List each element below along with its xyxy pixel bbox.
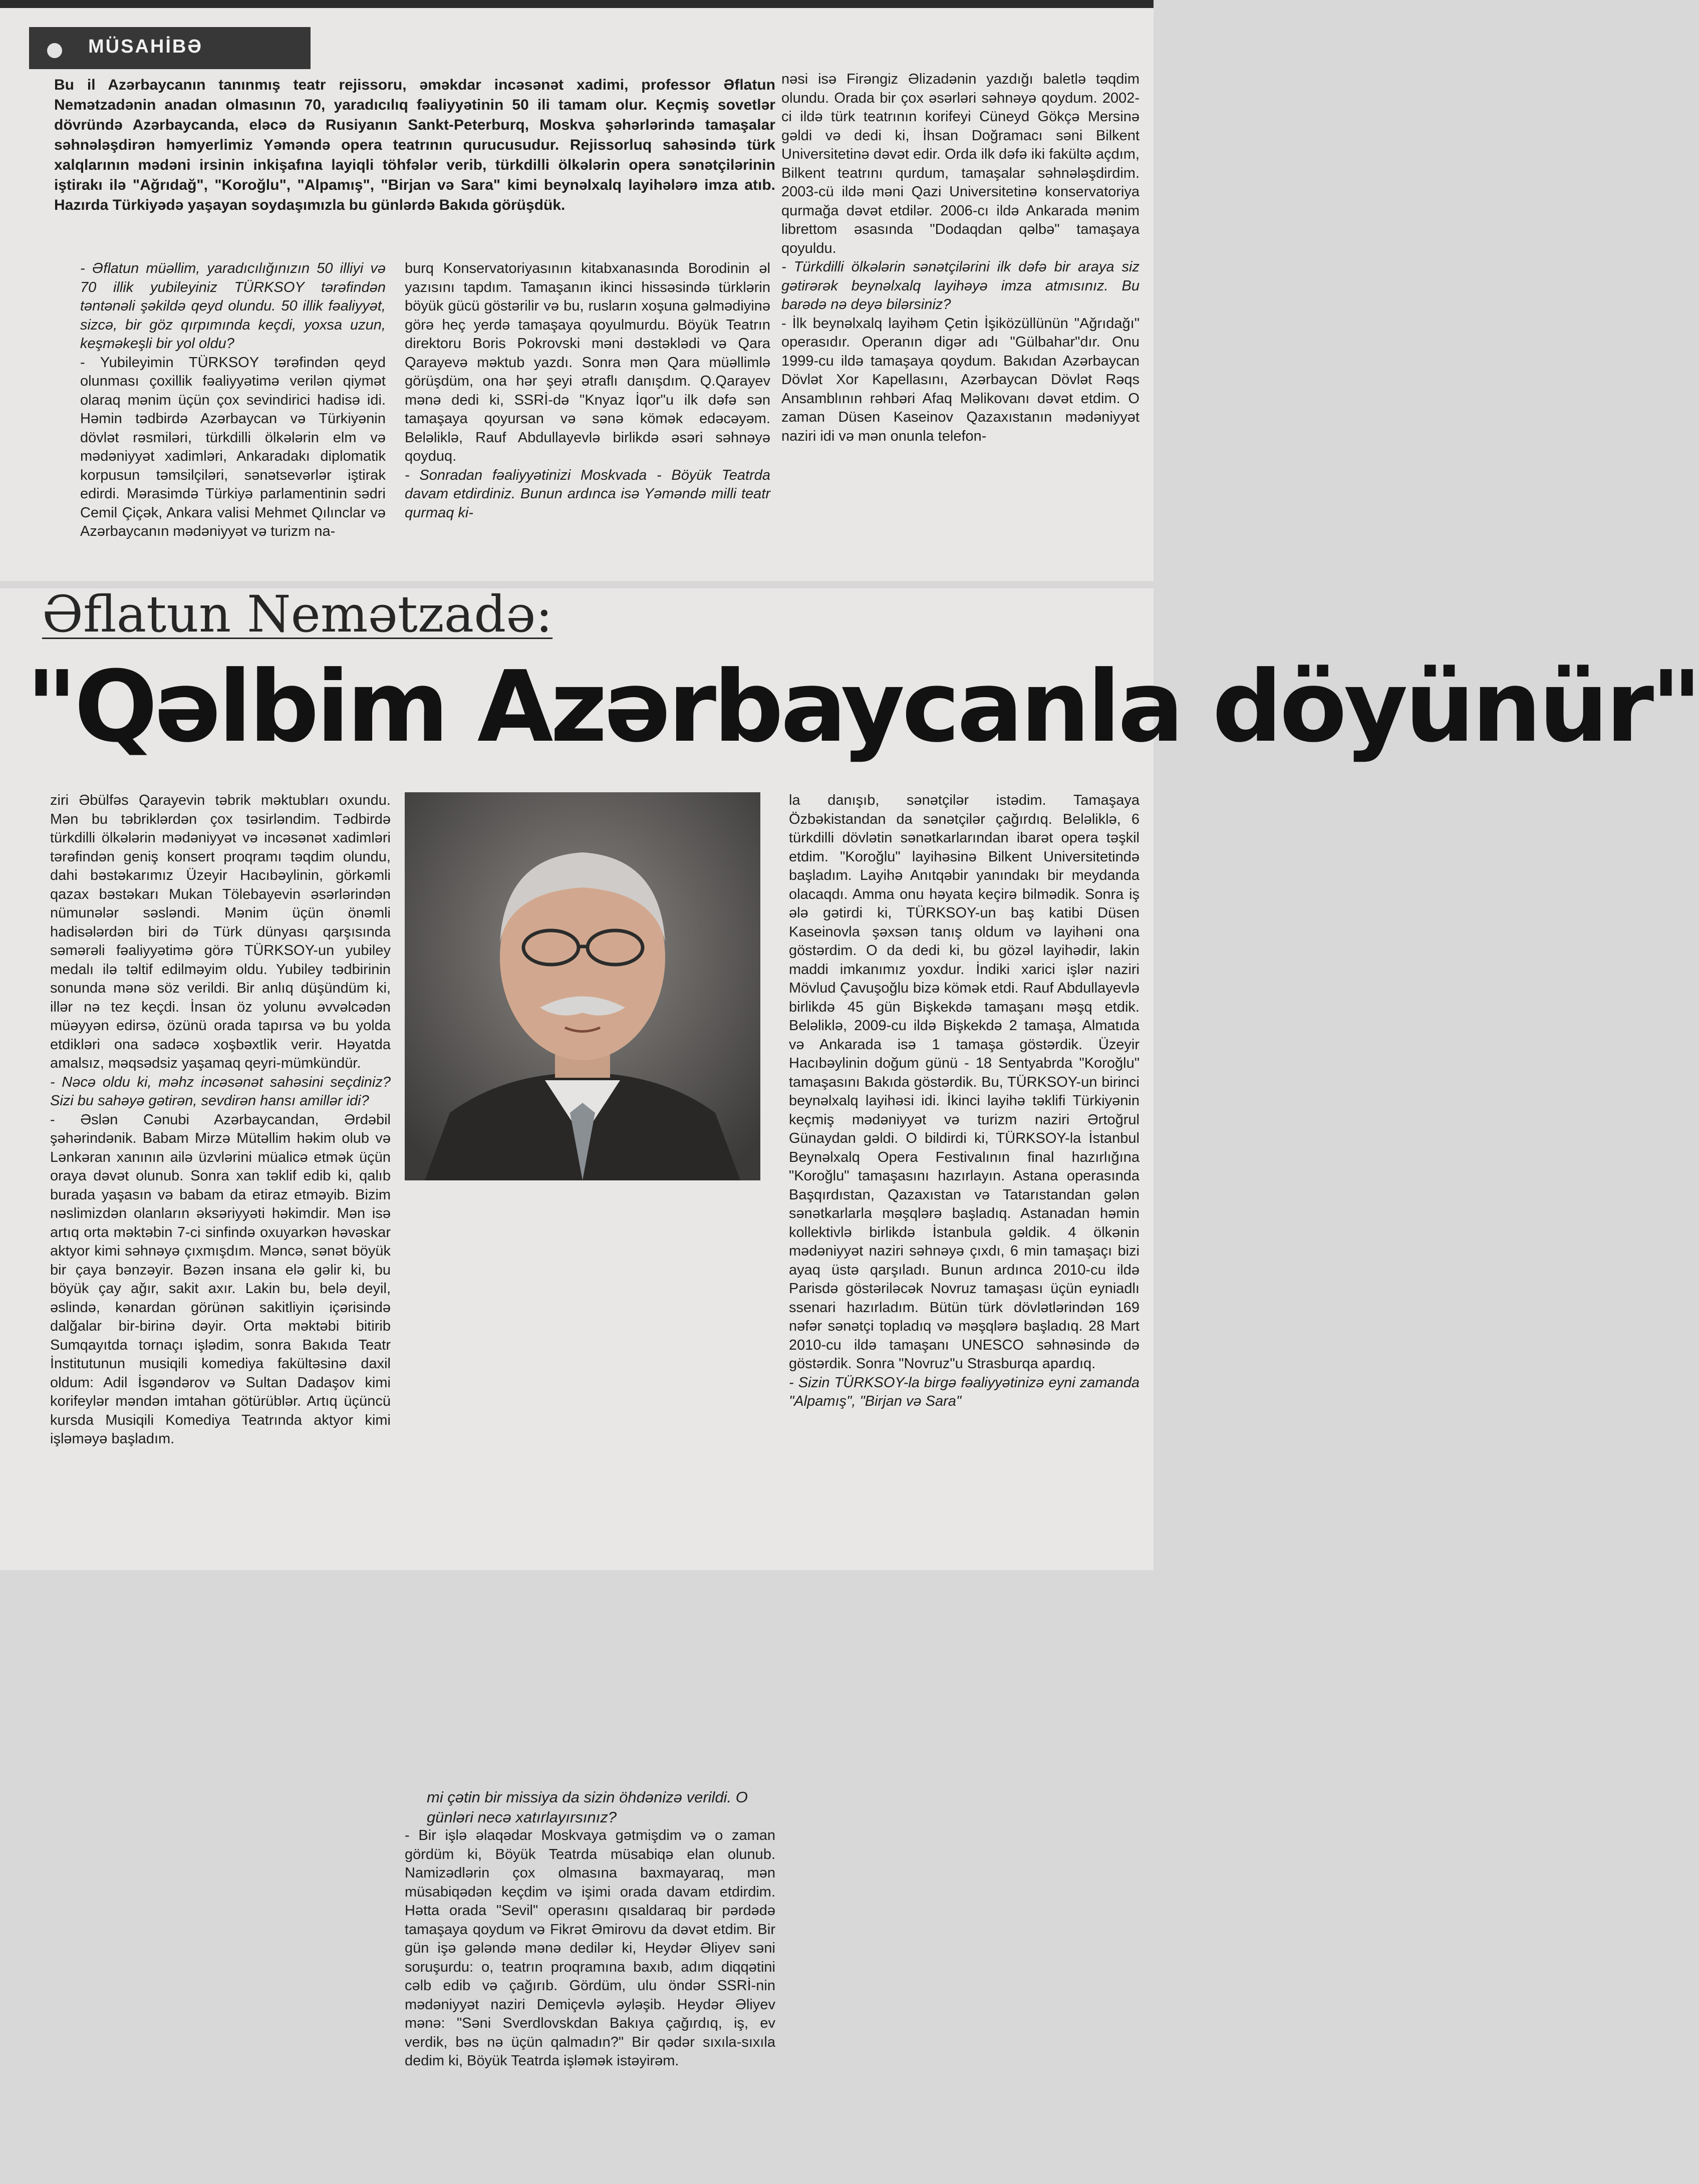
bullet-icon (47, 43, 62, 58)
bottom-column-2 (405, 1826, 775, 2071)
intro-lead: Bu il Azərbaycanın tanınmış teatr rejissoru, əməkdar incəsənət xadimi, professor Əflatun Nemətzadənin anadan olmasının 70, yaradıcılıq fəaliyyətinin 50 ili tamam olur. Keçmiş sovetlər dövründə Azərbaycanda, eləcə də Rusiyanın Sankt-Peterburq, Moskva şəhərlərində tamaşalar səhnələşdirən həmyerlimiz Yəməndə opera teatrının qurucusudur. Rejissorluq sahəsində türk xalqlarının mədəni irsinin inkişafına layiqli töhfələr verib, türkdilli ölkələrin opera sənətçilərinin iştirakı ilə "Ağrıdağ", "Koroğlu", "Alpamış", "Birjan və Sara" kimi beynəlxalq layihələrə imza atıb. Hazırda Türkiyədə yaşayan soydaşımızla bu günlərdə Bakıda görüşdük. (54, 77, 775, 213)
photo-caption: mi çətin bir missiya da sizin öhdənizə verildi. O günləri necə xatırlayırsınız? (427, 1788, 748, 1826)
portrait-photo (405, 792, 760, 1180)
section-label (29, 27, 311, 69)
headline: "Qəlbim Azərbaycanla döyünür" (26, 650, 1699, 764)
interview-answer: nəsi isə Firəngiz Əlizadənin yazdığı baletlə təqdim olundu. Orada bir çox əsərləri səhnəyə qoydum. 2002-ci ildə türk teatrının korifeyi Cüneyd Gökçə Mersinə gəldi və dedi ki, İhsan Doğramacı səni Bilkent Universitetinə dəvət edir. Orda ilk dəfə iki fakültə açdım, Bilkent teatrını qurdum, tamaşalar səhnələşdirdim. 2003-cü ildə məni Qazi Universitetinə konservatoriya qurmağa dəvət etdilər. 2006-cı ildə Ankarada mənim librettom əsasında "Dodaqdan qəlbə" tamaşaya qoyuldu. (781, 71, 1140, 256)
interview-question: - Sonradan fəaliyyətinizi Moskvada - Böyük Teatrda davam etdirdiniz. Bunun ardınca isə Yəməndə milli teatr qurmaq ki- (405, 467, 770, 521)
top-column-2 (405, 259, 770, 522)
title-name: Əflatun Nemətzadə: (42, 585, 553, 644)
interview-question: - Sizin TÜRKSOY-la birgə fəaliyyətinizə eyni zamanda "Alpamış", "Birjan və Sara" (789, 1374, 1140, 1409)
interview-answer: la danışıb, sənətçilər istədim. Tamaşaya Özbəkistandan da sənətçilər çağırdıq. Beləliklə, 6 türkdilli dövlətin sənətkarlarından ibarət opera təşkil etdim. "Koroğlu" layihəsinə Bilkent Universitetində başladım. Layihə Anıtqəbir yanındakı bir meydanda olacaqdı. Amma onu həyata keçirə bilmədik. Sonra iş ələ gətirdi ki, TÜRKSOY-un baş katibi Düsen Kaseinovla şəxsən tanış oldum və layihəni ona göstərdim. O da dedi ki, bu gözəl layihədir, lakin maddi imkanımız yoxdur. İndiki xarici işlər naziri Mövlud Çavuşoğlu bizə kömək etdi. Rauf Abdullayevlə birlikdə 45 gün Bişkekdə tamaşanı məşq etdik. Beləliklə, 2009-cu ildə Bişkekdə 2 tamaşa, Almatıda və Ankarada isə 1 tamaşa göstərdik. Üzeyir Hacıbəylinin doğum günü - 18 Sentyabrda "Koroğlu" tamaşasını Bakıda göstərdik. Bu, TÜRKSOY-un birinci beynəlxalq layihəsi idi. İkinci layihə təklifi Türkiyənin keçmiş mədəniyyət və turizm naziri Ərtoğrul Günaydan gəldi. O bildirdi ki, TÜRKSOY-la İstanbul Beynəlxalq Opera Festivalının final hazırlığına "Koroğlu" tamaşasını hazırlayın. Astana operasında Başqırdıstan, Qazaxıstan və Tatarıstandan gələn sənətkarlarla məşqlərə başladıq. Astanadan həmin kollektivlə birlikdə İstanbula gəldik. 4 ölkənin mədəniyyət naziri səhnəyə çıxdı, 6 min tamaşaçı bizi ayaq üstə qarşıladı. Bunun ardınca 2010-cu ildə Parisdə göstəriləcək Novruz tamaşası üçün eyniadlı ssenari hazırladım. Bütün türk dövlətlərindən 169 nəfər sənətçi topladıq və məşqlərə başladıq. 28 Mart 2010-cu ildə tamaşanı UNESCO səhnəsində də göstərdik. Sonra "Novruz"u Strasburqa apardıq. (789, 792, 1140, 1372)
interview-answer: - İlk beynəlxalq layihəm Çetin İşiközüllünün "Ağrıdağı" operasıdır. Operanın digər adı "Gülbahar"dır. Onu 1999-cu ildə tamaşaya qoydum. Bakıdan Azərbaycan Dövlət Xor Kapellasını, Azərbaycan Dövlət Rəqs Ansamblının rəhbəri Afaq Məlikovanı dəvət etdim. O zaman Düsen Kaseinov Qazaxıstanın mədəniyyət naziri idi və mən onunla telefon- (781, 315, 1140, 444)
interview-answer: ziri Əbülfəs Qarayevin təbrik məktubları oxundu. Mən bu təbriklərdən çox təsirləndim. Tədbirdə türkdilli ölkələrin mədəniyyət və incəsənət xadimləri tərəfindən geniş konsert proqramı təqdim olundu, dahi bəstəkarımız Üzeyir Hacıbəylinin, görkəmli qazax bəstəkarı Mukan Tölebayevin əsərlərindən nümunələr səsləndi. Mənim üçün önəmli hadisələrdən biri də Türk dünyası qarşısında səmərəli fəaliyyətimə görə TÜRKSOY-un yubiley medalı ilə təltif edilməyim oldu. Yubiley tədbirinin sonunda mənə söz verildi. Bir anlıq düşündüm ki, illər nə tez keçdi. İnsan öz yolunu əvvəlcədən müəyyən edirsə, özünü orada tapırsa və bu yolda etdikləri ona sadəcə xoşbəxtlik verir. Həyatda amalsız, məqsədsiz yaşamaq qeyri-mümkündür. (50, 792, 391, 1071)
interview-answer: - Bir işlə əlaqədar Moskvaya gətmişdim və o zaman gördüm ki, Böyük Teatrda müsabiqə elan olunub. Namizədlərin çox olmasına baxmayaraq, mən müsabiqədən keçdim və işimi orada davam etdirdim. Hətta orada "Sevil" operasını qısaldaraq bir pərdədə tamaşaya qoydum və Fikrət Əmirovu da dəvət etdim. Bir gün işə gələndə mənə dedilər ki, Heydər Əliyev səni soruşurdu: o, teatrın proqramına baxıb, adım diqqətini cəlb edib və çağırıb. Gördüm, ulu öndər SSRİ-nin mədəniyyət naziri Demiçevlə əyləşib. Heydər Əliyev mənə: "Səni Sverdlovskdan Bakıya çağırdıq, iş, ev verdik, bəs nə üçün qalmadın?" Bir qədər sıxıla-sıxıla dedim ki, Böyük Teatrda işləmək istəyirəm. (405, 1827, 775, 2069)
portrait-image (405, 792, 760, 1180)
section-label-text: MÜSAHİBƏ (88, 36, 203, 57)
bottom-column-3 (789, 791, 1140, 1411)
interview-answer: - Yubileyimin TÜRKSOY tərəfindən qeyd olunması çoxillik fəaliyyətimə verilən qiymət olaraq mənim üçün çox sevindirici hadisə idi. Həmin tədbirdə Azərbaycan və Türkiyənin dövlət rəsmiləri, türkdilli ölkələrin elm və mədəniyyət xadimləri, Ankaradakı diplomatik korpusun təmsilçiləri, sənətsevərlər iştirak edirdi. Mərasimdə Türkiyə parlamentinin sədri Cemil Çiçək, Ankara valisi Mehmet Qılınclar və Azərbaycanın mədəniyyət və turizm na- (80, 354, 386, 539)
interview-question: - Türkdilli ölkələrin sənətçilərini ilk dəfə bir araya siz gətirərək beynəlxalq layihəyə imza atmısınız. Bu barədə nə deyə bilərsiniz? (781, 259, 1140, 313)
top-column-3 (781, 70, 1140, 446)
interview-question: - Əflatun müəllim, yaradıcılığınızın 50 illiyi və 70 illik yubileyiniz TÜRKSOY tərəfindən təntənəli şəkildə qeyd olundu. 50 illik fəaliyyət, sizcə, bir göz qırpımında keçdi, yoxsa uzun, keşməkeşli bir yol oldu? (80, 260, 386, 352)
interview-answer: burq Konservatoriyasının kitabxanasında Borodinin əl yazısını tapdım. Tamaşanın ikinci hissəsində türklərin böyük gücü göstərilir və bu, rusların xoşuna gəlmədiyinə görə heç yerdə tamaşaya qoyulmurdu. Böyük Teatrın direktoru Boris Pokrovski məni dəstəklədi və Qara Qarayevə məktub yazdı. Sonra mən Qara müəllimlə görüşdüm, ona hər şeyi ətraflı danışdım. Q.Qarayev mənə dedi ki, SSRİ-də "Knyaz İqor"u ilk dəfə sən tamaşaya qoyursan və sənə kömək edəcəyəm. Beləliklə, Rauf Abdullayevlə birlikdə əsəri səhnəyə qoyduq. (405, 260, 770, 464)
bottom-column-1 (50, 791, 391, 1449)
interview-answer: - Əslən Cənubi Azərbaycandan, Ərdəbil şəhərindənik. Babam Mirzə Mütəllim həkim olub və Lənkəran xanının ailə üzvlərini müalicə etmək üçün oraya dəvət olunub. Sonra xan təklif edib ki, qalıb burada yaşasın və babam da etiraz etməyib. Bizim nəslimizdən olanların əksəriyyəti həkimdir. Mən isə artıq orta məktəbin 7-ci sinfində oxuyarkən həvəskar aktyor kimi səhnəyə çıxmışdım. Məncə, sənət böyük bir çaya bənzəyir. Bəzən insana elə gəlir ki, bu böyük çay ağır, sakit axır. Lakin bu, belə deyil, əslində, kənardan görünən sakitliyin içərisində dalğalar bir-birinə dəyir. Orta məktəbi bitirib Sumqayıtda tornaçı işlədim, sonra Bakıda Teatr İnstitutunun musiqili komediya fakültəsinə daxil oldum: Adil İsgəndərov və Sultan Dadaşov kimi korifeylər məndən imtahan götürüblər. Artıq üçüncü kursda Musiqili Komediya Teatrında aktyor kimi işləməyə başladım. (50, 1111, 391, 1447)
top-clipping (0, 0, 1154, 581)
top-column-1 (80, 259, 386, 541)
interview-question: - Nəcə oldu ki, məhz incəsənət sahəsini seçdiniz? Sizi bu sahəyə gətirən, sevdirən hansı amillər idi? (50, 1074, 391, 1109)
top-rule (0, 0, 1154, 8)
